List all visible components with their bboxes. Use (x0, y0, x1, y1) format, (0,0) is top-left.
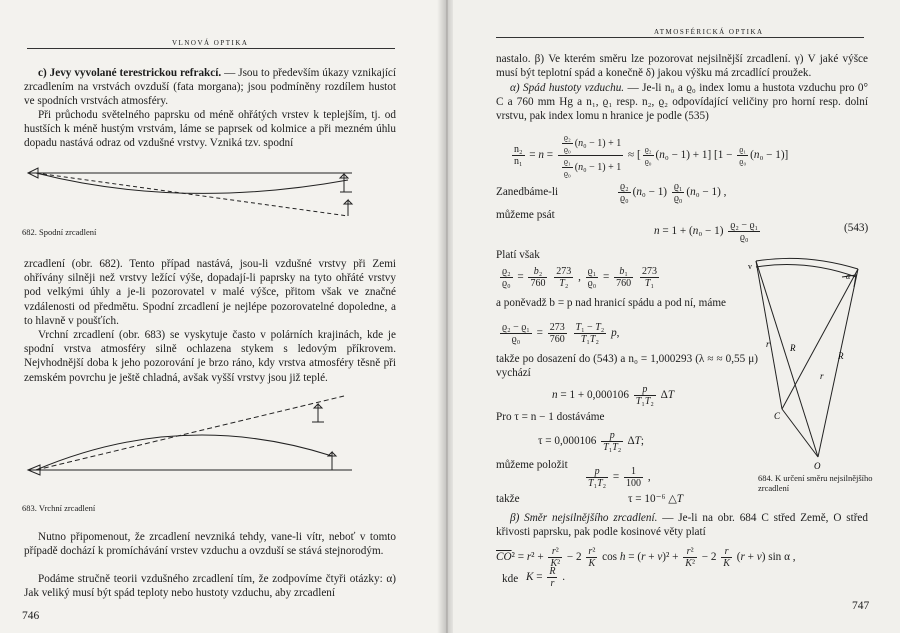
equation-543: n = 1 + (n₀ − 1) $\frac{\text{ϱ₂ − ϱ₁}}{\text{ϱ₀}}$ (654, 220, 759, 243)
left-page-number: 746 (22, 610, 40, 622)
neglect-label: Zanedbáme-li (496, 186, 559, 198)
beta-text: — Je-li na obr. 684 C střed Země, O střed křivosti paprsku, pak podle kosinové věty platí (496, 512, 868, 539)
set-label: můžeme položit (496, 459, 568, 471)
figure-682-lower-mirage (22, 162, 362, 224)
equation-K: K = $\frac{R}{r}$ . (526, 566, 566, 589)
paragraph-questions-cont: nastalo. β) Ve kterém směru lze pozorovat nejsilnější zrcadlení. γ) V jaké výšce musí být teplotní spád a konečně δ) jakou výšku má zrcadlící proužek. (496, 53, 868, 80)
alpha-text: — Je-li n₀ a ϱ₀ index lomu a hustota vzduchu pro 0° C a 760 mm Hg a n₁, ϱ₁ resp. n₂, ϱ₂ odpovídající veličiny pro horní resp. dolní vrstvu, pak index lomu n hranice je podle (535) (496, 82, 868, 123)
book-gutter (437, 0, 453, 633)
paragraph-four-questions: Podáme stručně teorii vzdušného zrcadlení tím, že zodpovíme čtyři otázky: α) Jak veliký musí být spád teploty nebo hustoty vzduchu, aby zrcadlení (24, 573, 396, 600)
svg-text:v: v (748, 262, 752, 271)
paragraph-section-c (24, 66, 396, 109)
svg-text:r: r (766, 339, 770, 349)
paragraph-refraction: Při průchodu světelného paprsku od méně ohřátých vrstev k teplejším, tj. od hustších k méně hustým vrstvám, láme se paprsek od kolmice a při mezném úhlu dopadu nastává odraz od vzdušné vrstvy. Vzniká tzv. spodní (24, 109, 396, 150)
section-title: c) Jevy vyvolané terestrickou refrakcí. (38, 67, 222, 79)
right-running-head: ATMOSFÉRICKÁ OPTIKA (654, 28, 764, 36)
equation-tau-result: τ = 10⁻⁶ △T (628, 493, 684, 505)
for-tau-label: Pro τ = n − 1 dostáváme (496, 411, 605, 423)
equation-index-ratio: $\frac{\text{n₂}}{\text{n₁}}$ = n = $\frac{\text{ϱ₂}}{\text{ϱ₀}}$ (n₀ − 1) + 1 $\frac{\text{ϱ₁}}{\text{ϱ₀}}$ (n₀ − 1) + 1 ≈ [ $\frac{\text{ϱ₂}}{\text{ϱ₀}}$ (n₀ − 1) + 1] [1 − $\frac{\text{ϱ₁}}{\text{ϱ₀}}$ (n₀ − 1)] (514, 133, 789, 178)
left-running-head: VLNOVÁ OPTIKA (172, 39, 249, 47)
header-rule (496, 37, 864, 38)
figure-682-caption: 682. Spodní zrcadlení (22, 227, 97, 237)
beta-title: β) Směr nejsilnějšího zrcadlení. (510, 512, 658, 524)
right-page (448, 0, 900, 633)
svg-text:r: r (820, 371, 824, 381)
paragraph-text: — Jsou to především úkazy vznikající zrcadlením na vrstvách ovzduší (fata morgana); jsou podmíněny rozdílem hustot ve spodních vrstvách atmosféry. (24, 67, 397, 108)
figure-684-caption: 684. K určení směru nejsilnějšího zrcadlení (758, 473, 873, 493)
equation-neglect: $\frac{\text{ϱ₂}}{\text{ϱ₀}}$ (n₀ − 1) $\frac{\text{ϱ₁}}{\text{ϱ₀}}$ (n₀ − 1) , (620, 181, 727, 204)
paragraph-upper-mirage: Vrchní zrcadlení (obr. 683) se vyskytuje často v polárních krajinách, kde je spodní vrstva atmosféry silně ochlazena stykem s ledovým příkrovem. Nejvhodnější doba k jeho pozorování je brzo ráno, kdy vrstva atmosféry těsně při zemském povrchu je ještě chladná, avšak vyšší vrstvy jsou již teplé. (24, 329, 396, 384)
holds-label: Platí však (496, 249, 540, 261)
equation-density-diff: $\frac{\text{ϱ₂ − ϱ₁}}{\text{ϱ₀}}$ = $\frac{273}{760}$ $\frac{\text{T₁ − T₂}}{\text{T₁T₂}}$ p, (502, 322, 620, 345)
svg-text:R: R (838, 351, 844, 361)
equation-n-value: n = 1 + 0,000106 $\frac{p}{\text{T₁T₂}}$ ΔT (552, 384, 675, 407)
write-label: můžeme psát (496, 209, 555, 221)
figure-683-caption: 683. Vrchní zrcadlení (22, 503, 96, 513)
equation-ratio-100: $\frac{p}{\text{T₁T₂}}$ = $\frac{1}{100}$ , (588, 466, 651, 489)
left-page (0, 0, 446, 633)
so-label: takže (496, 493, 520, 505)
equation-cosine-law: $\overline{CO}^2 = r^2$ + $\frac{\text{r²}}{\text{K²}}$ − 2 $\frac{\text{r²}}{K}$ cos h = (r + v)² + $\frac{\text{r²}}{\text{K²}}$ − 2 $\frac{r}{K}$ (r + v) sin α , (496, 546, 796, 569)
paragraph-lower-mirage: zrcadlení (obr. 682). Tento případ nastává, jsou-li vzdušné vrstvy při Zemi ohřívány silněji než vrstvy ležící výše, dopadají-li paprsky na tyto ohřáté vrstvy pod velkými úhly a je-li pozorovatel v malé výšce, přitom však ve značné vzdálenosti od předmětu. Spodní zrcadlení je nejlépe pozorovatelné dopoledne, a to hlavně v poušťích. (24, 258, 396, 327)
svg-text:α: α (846, 272, 851, 281)
paragraph-beta (496, 511, 868, 539)
paragraph-wind: Nutno připomenout, že zrcadlení nevzniká tehdy, vane-li vítr, neboť v tomto případě dochází k promíchávání vrstev vzduchu a ovzduší se stává stejnorodým. (24, 531, 396, 558)
svg-text:C: C (774, 411, 781, 421)
where-label: kde (502, 573, 519, 585)
equation-tau: τ = 0,000106 $\frac{p}{\text{T₁T₂}}$ ΔT; (538, 430, 644, 453)
svg-text:R: R (790, 343, 796, 353)
figure-684-geometry (746, 247, 871, 472)
right-page-number: 747 (852, 600, 870, 612)
figure-683-upper-mirage (22, 388, 362, 500)
paragraph-substitution: takže po dosazení do (543) a n₀ = 1,000293 (λ ≈ ≈ 0,55 μ) vychází (496, 353, 758, 380)
svg-text:O: O (814, 461, 821, 471)
header-rule (27, 48, 395, 49)
paragraph-since: a poněvadž b = p nad hranicí spádu a pod ní, máme (496, 297, 726, 309)
equation-density-ratio: $\frac{\text{ϱ₂}}{\text{ϱ₀}}$ = $\frac{\text{b₂}}{760}$ $\frac{273}{\text{T₂}}$ , $\frac{\text{ϱ₁}}{\text{ϱ₀}}$ = $\frac{\text{b₁}}{760}$ $\frac{273}{\text{T₁}}$ (502, 266, 657, 289)
alpha-title: α) Spád hustoty vzduchu. (510, 82, 625, 94)
equation-number-543: (543) (844, 222, 869, 234)
paragraph-alpha (496, 81, 868, 124)
